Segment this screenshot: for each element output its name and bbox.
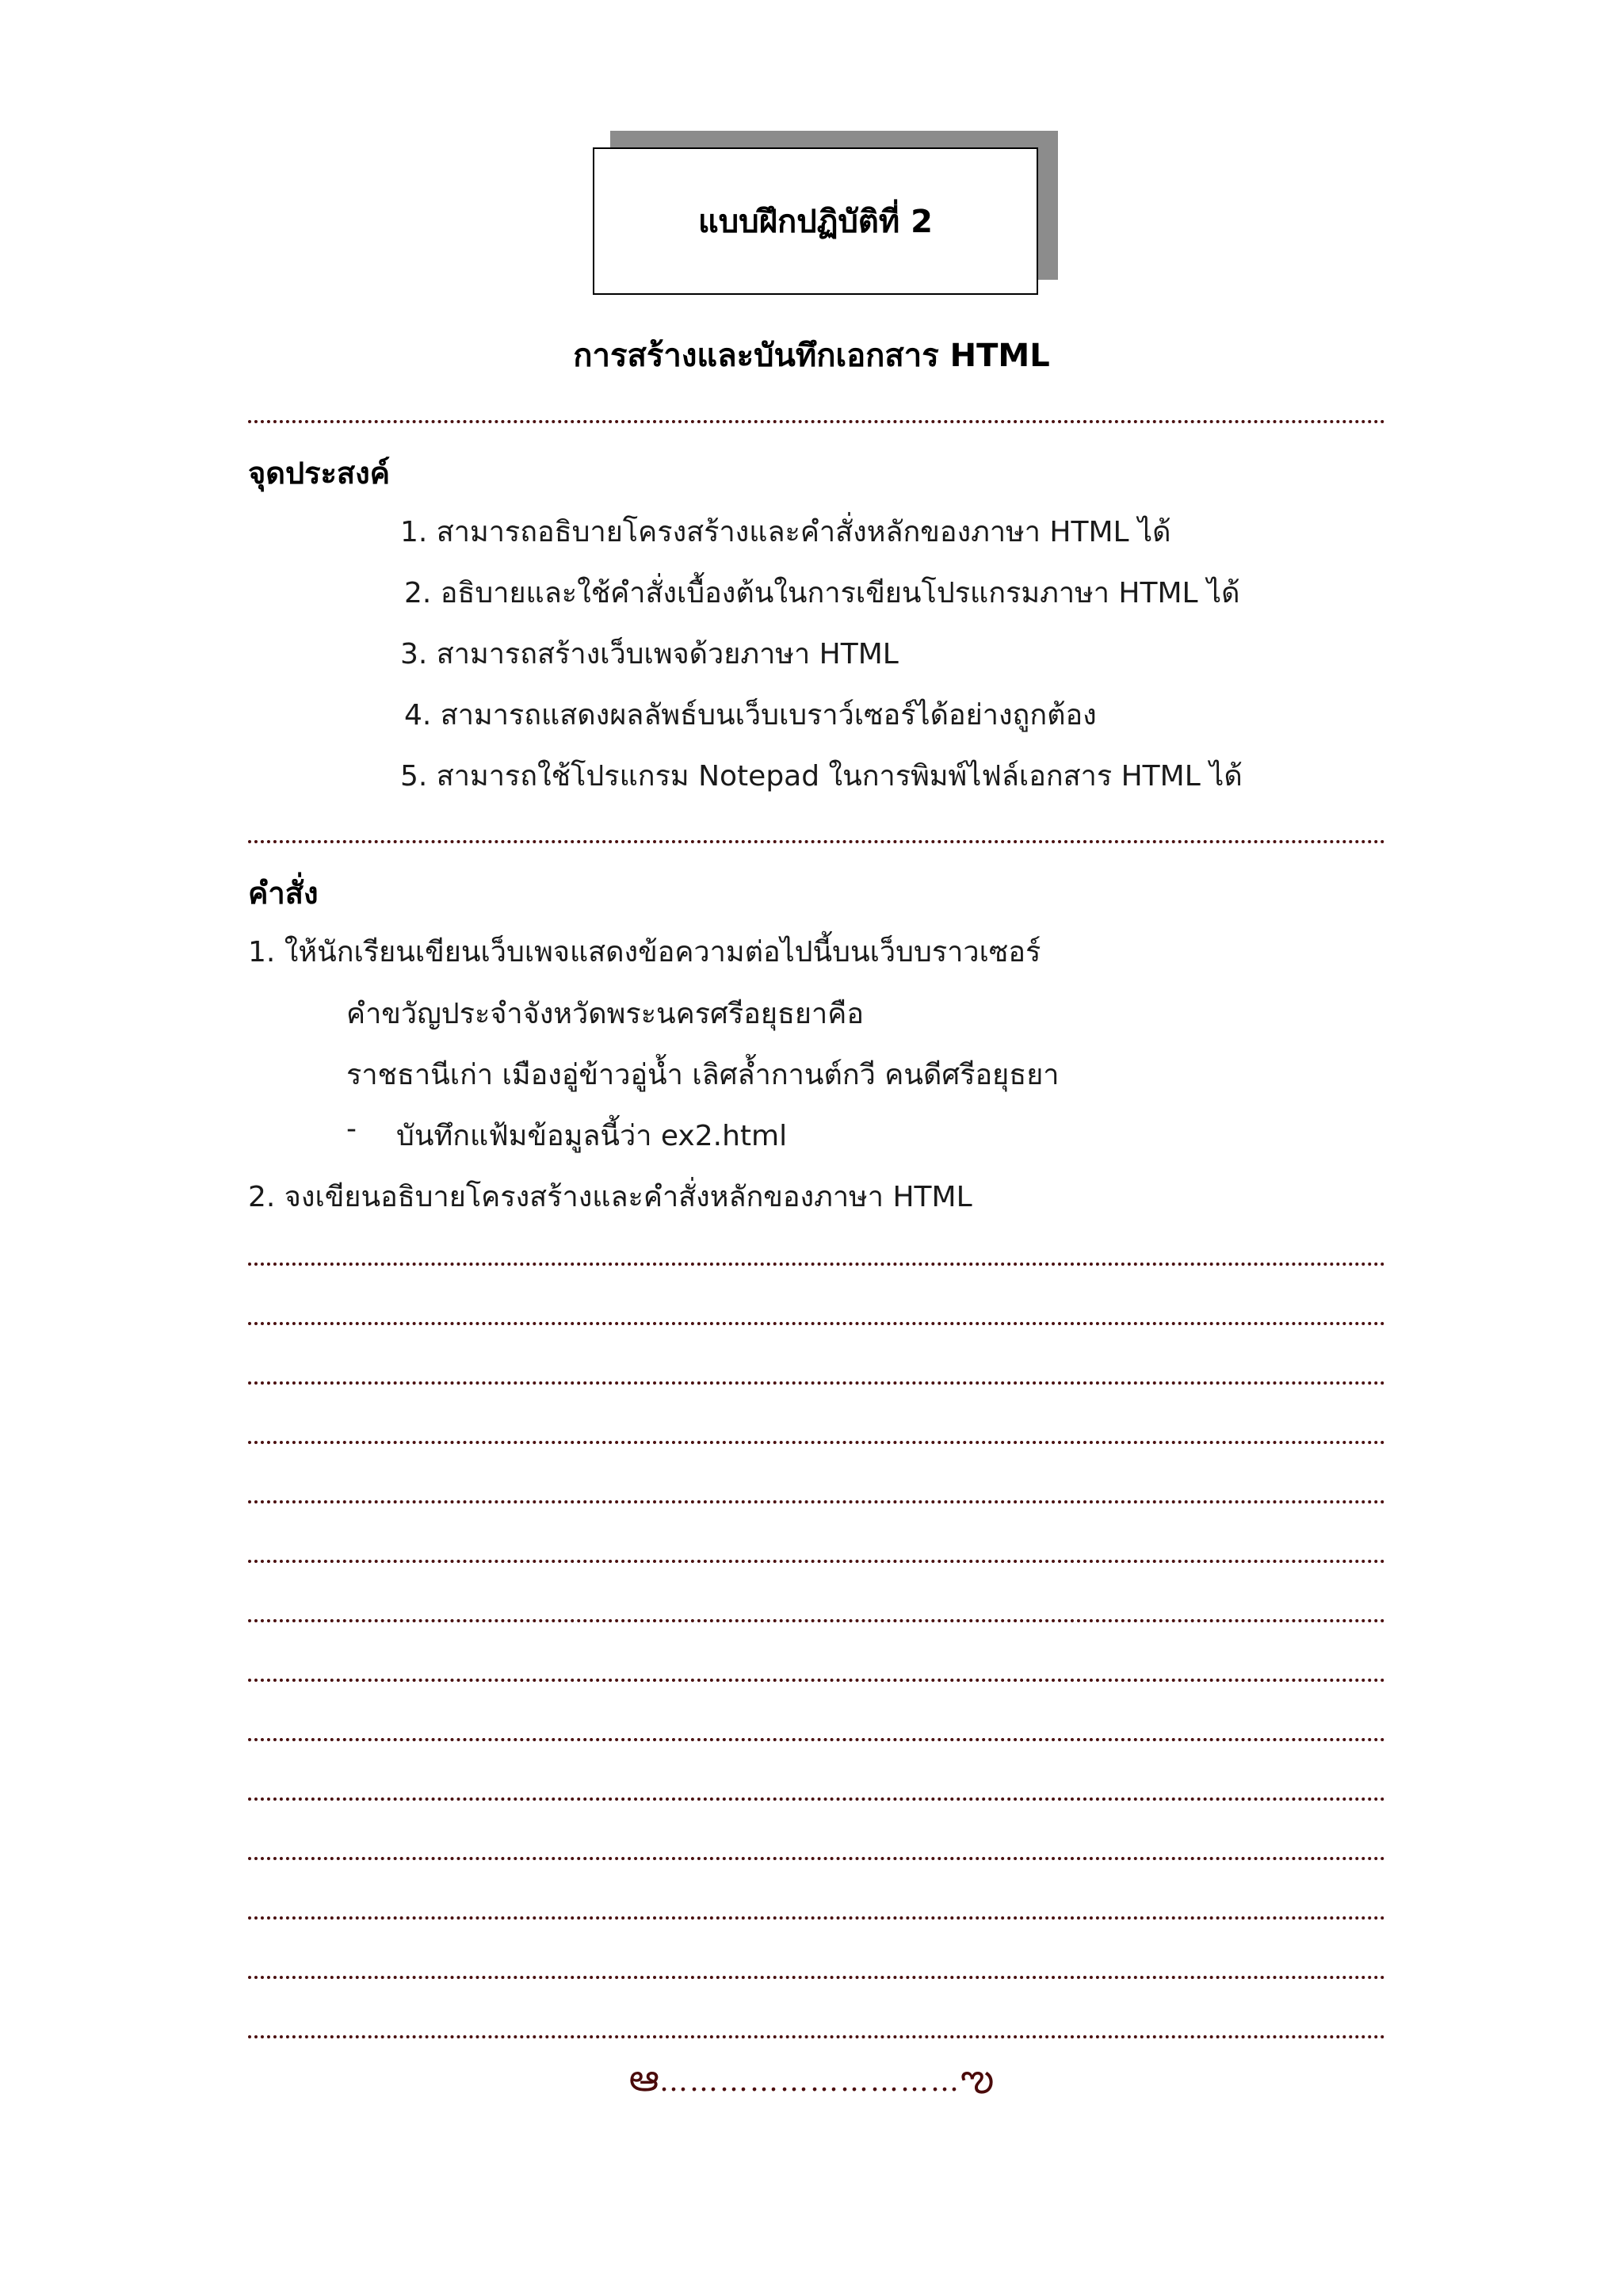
save-file-note: บันทึกแฟ้มข้อมูลนี้ว่า ex2.html xyxy=(396,1120,788,1152)
answer-line xyxy=(248,1441,1385,1444)
instruction-item-1: 1. ให้นักเรียนเขียนเว็บเพจแสดงข้อความต่อไปนี้บนเว็บบราวเซอร์ xyxy=(248,936,1041,968)
slogan-line-2: ราชธานีเก่า เมืองอู่ข้าวอู่น้ำ เลิศล้ำกานต์กวี คนดีศรีอยุธยา xyxy=(346,1059,1060,1091)
objective-item-4: 4. สามารถแสดงผลลัพธ์บนเว็บเบราว์เซอร์ได้อย่างถูกต้อง xyxy=(404,699,1097,732)
answer-line xyxy=(248,1263,1385,1266)
answer-line xyxy=(248,1500,1385,1503)
instructions-heading: คำสั่ง xyxy=(248,876,319,911)
answer-line xyxy=(248,1381,1385,1385)
answer-line xyxy=(248,1916,1385,1920)
answer-line xyxy=(248,1322,1385,1325)
answer-line xyxy=(248,1560,1385,1563)
objective-item-3: 3. สามารถสร้างเว็บเพจด้วยภาษา HTML xyxy=(400,638,899,670)
bullet-mark: - xyxy=(346,1113,357,1145)
footer-left-ornament-icon: ఆ xyxy=(628,2056,659,2100)
objective-item-1: 1. สามารถอธิบายโครงสร้างและคำสั่งหลักของภาษา HTML ได้ xyxy=(400,516,1171,548)
separator-line xyxy=(248,420,1385,423)
title-box xyxy=(593,147,1038,295)
separator-line xyxy=(248,840,1385,843)
answer-line xyxy=(248,1976,1385,1979)
answer-line xyxy=(248,2035,1385,2038)
instruction-item-2: 2. จงเขียนอธิบายโครงสร้างและคำสั่งหลักของภาษา HTML xyxy=(248,1181,972,1213)
objectives-heading: จุดประสงค์ xyxy=(248,456,391,491)
objective-item-2: 2. อธิบายและใช้คำสั่งเบื้องต้นในการเขียนโปรแกรมภาษา HTML ได้ xyxy=(404,577,1240,609)
slogan-line-1: คำขวัญประจำจังหวัดพระนครศรีอยุธยาคือ xyxy=(346,998,864,1030)
worksheet-subtitle: การสร้างและบันทึกเอกสาร HTML xyxy=(573,338,1050,374)
footer-dots: ………………………… xyxy=(659,2065,960,2098)
answer-line xyxy=(248,1857,1385,1860)
answer-line xyxy=(248,1738,1385,1741)
footer-right-ornament-icon: ఌ xyxy=(960,2056,995,2100)
footer-ornament xyxy=(0,2056,1623,2110)
answer-line xyxy=(248,1679,1385,1682)
answer-line xyxy=(248,1797,1385,1801)
objective-item-5: 5. สามารถใช้โปรแกรม Notepad ในการพิมพ์ไฟล์เอกสาร HTML ได้ xyxy=(400,760,1243,793)
answer-line xyxy=(248,1619,1385,1622)
worksheet-title: แบบฝึกปฏิบัติที่ 2 xyxy=(698,204,933,240)
